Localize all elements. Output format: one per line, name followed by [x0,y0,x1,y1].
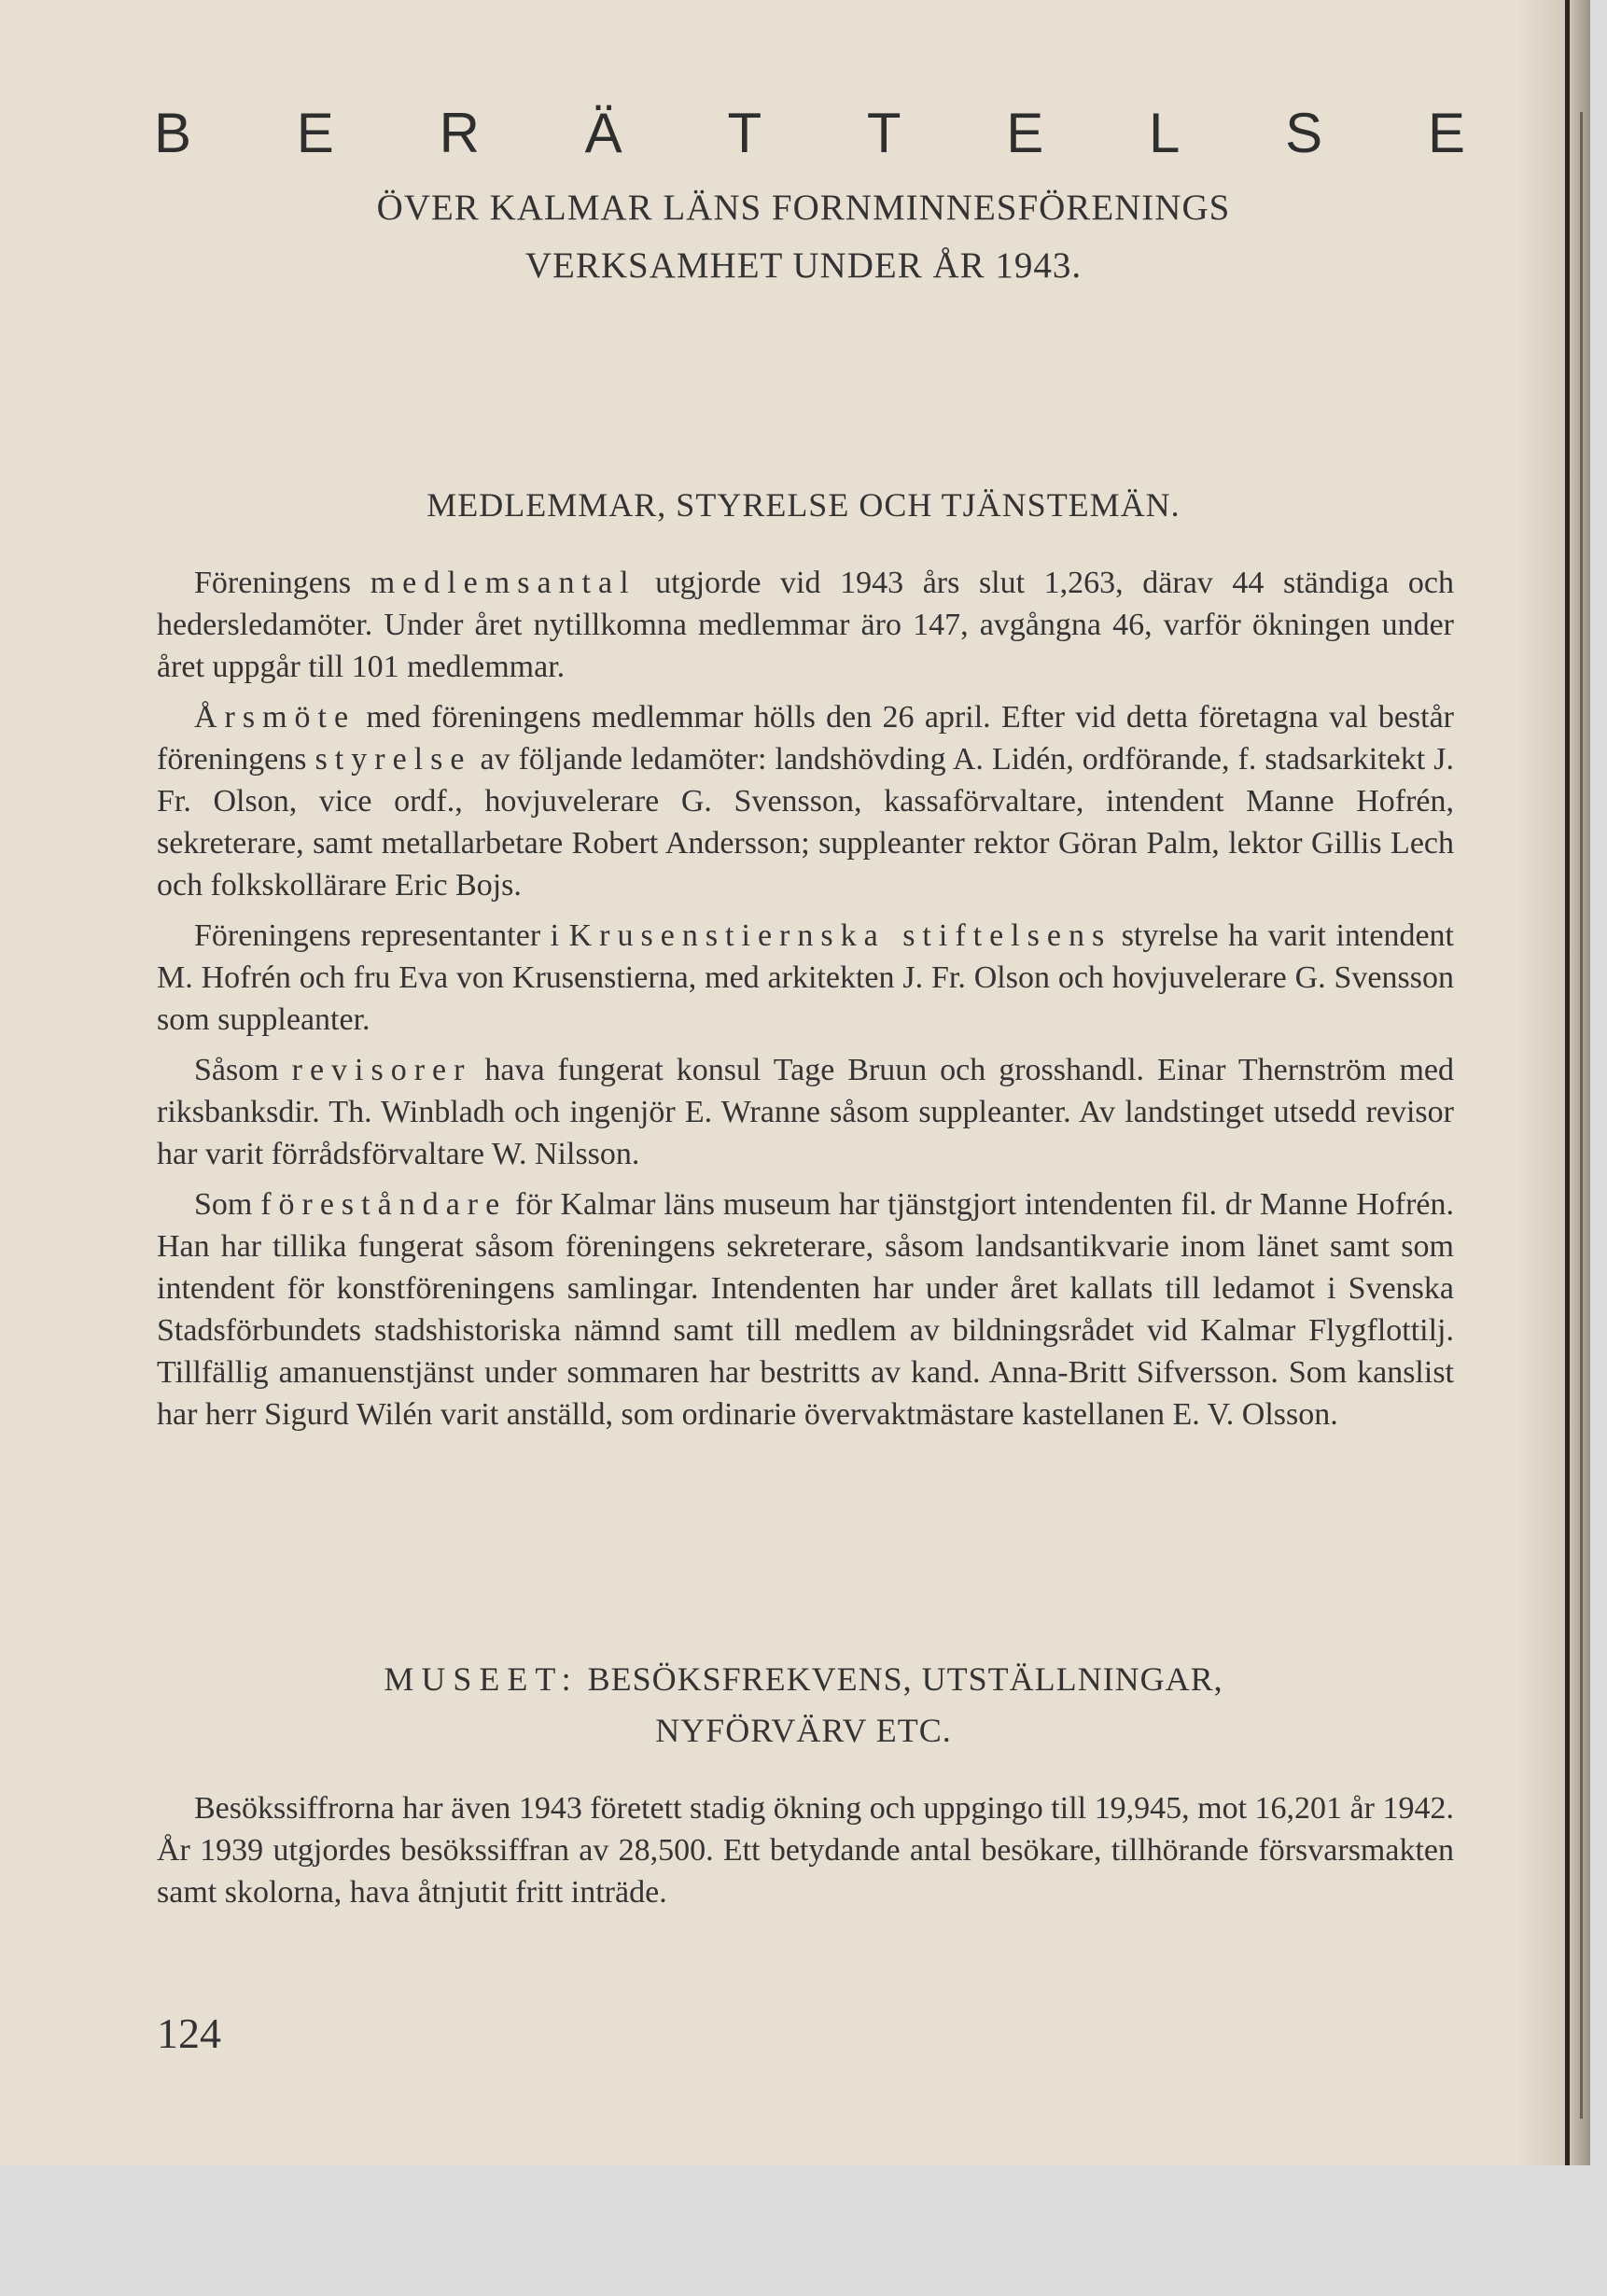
document-title [154,101,1465,165]
spaced-term: MUSEET: [384,1660,579,1698]
paragraph-visitors: Besökssiffrorna har även 1943 företett stadig ökning och uppgingo till 19,945, mot 16,201 år 1942. År 1939 utgjordes besökssiffran av 28,500. Ett betydande antal besökare, tillhörande försvarsmakten samt skolorna, hava åtnjutit fritt inträde. [157,1791,1454,1910]
title-letter: T [866,102,901,164]
subtitle-line-1: ÖVER KALMAR LÄNS FORNMINNESFÖRENINGS [376,188,1231,228]
paragraph-auditors: Såsom revisorer hava fungerat konsul Tage Bruun och grosshandl. Einar Thernström med riksbanksdir. Th. Winbladh och ingenjör E. Wranne såsom suppleanter. Av landstinget utsedd revisor har varit förrådsförvaltare W. Nilsson. [157,1053,1454,1171]
section-heading-members: MEDLEMMAR, STYRELSE OCH TJÄNSTEMÄN. [426,486,1181,524]
spaced-term: styrelse [314,742,472,777]
title-letter: E [1006,102,1044,164]
section-heading-museum-line-2: NYFÖRVÄRV ETC. [655,1712,952,1749]
paragraph-membership: Föreningens medlemsantal utgjorde vid 1943 års slut 1,263, därav 44 ständiga och hedersledamöter. Under året nytillkomna medlemmar äro 147, avgångna 46, varför ökningen under året uppgår till 101 medlemmar. [157,566,1455,684]
spaced-term: medlemsantal [370,566,636,600]
title-letter: B [154,102,192,164]
spaced-term: föreståndare [260,1187,508,1222]
page-edge-line-secondary [1580,112,1583,2119]
section-body-members [157,562,1454,1444]
page-number: 124 [157,2009,221,2057]
title-letter: Ä [584,102,622,164]
title-letter: E [1427,102,1465,164]
title-letter: T [727,102,762,164]
spaced-term: Krusenstiernska stiftelsens [568,918,1112,953]
spaced-term: revisorer [291,1053,472,1087]
spaced-term: Årsmöte [194,700,356,735]
section-heading-museum: MUSEET: BESÖKSFREKVENS, UTSTÄLLNINGAR, [384,1660,1223,1698]
title-letter: R [439,102,480,164]
paragraph-board: Årsmöte med föreningens medlemmar hölls den 26 april. Efter vid detta företagna val består föreningens styrelse av följande ledamöter: landshövding A. Lidén, ordförande, f. stadsarkitekt J. Fr. Olson, vice ordf., hovjuvelerare G. Svensson, kassaförvaltare, intendent Manne Hofrén, sekreterare, samt metallarbetare Robert Andersson; suppleanter rektor Göran Palm, lektor Gillis Lech och folkskollärare Eric Bojs. [157,700,1454,903]
section-body-museum [157,1787,1454,1913]
paragraph-foundation: Föreningens representanter i Krusenstiernska stiftelsens styrelse ha varit intendent M. Hofrén och fru Eva von Krusenstierna, med arkitekten J. Fr. Olson och hovjuvelerare G. Svensson som suppleanter. [157,918,1455,1037]
page-fold-shadow [1516,0,1590,2165]
title-letter: S [1285,102,1323,164]
subtitle-line-2: VERKSAMHET UNDER ÅR 1943. [524,245,1083,286]
page-edge-line [1565,0,1570,2165]
title-letter: L [1149,102,1181,164]
title-letter: E [296,102,334,164]
paragraph-director: Som föreståndare för Kalmar läns museum har tjänstgjort intendenten fil. dr Manne Hofrén. Han har tillika fungerat såsom föreningens sekreterare, såsom landsantikvarie inom länet samt som intendent för konstföreningens samlingar. Intendenten har under året kallats till ledamot i Svenska Stadsförbundets stadshistoriska nämnd samt till medlem av bildningsrådet vid Kalmar Flygflottilj. Tillfällig amanuenstjänst under sommaren har bestritts av kand. Anna-Britt Sifversson. Som kanslist har herr Sigurd Wilén varit anställd, som ordinarie övervaktmästare kastellanen E. V. Olsson. [157,1187,1455,1432]
